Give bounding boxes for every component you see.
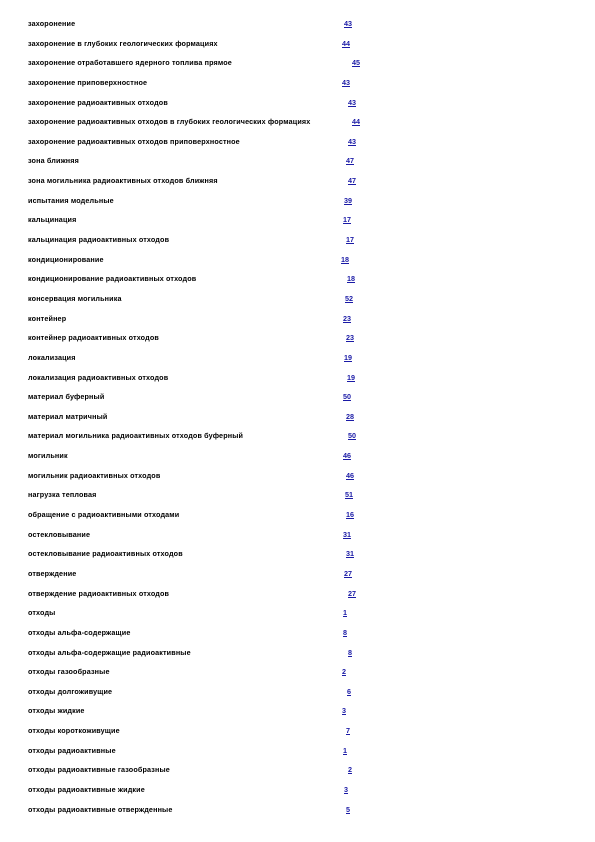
index-entry	[28, 607, 568, 627]
index-entry	[28, 195, 568, 215]
index-entry	[28, 489, 568, 509]
page-number-link[interactable]: 16	[346, 510, 354, 520]
index-entry	[28, 234, 568, 254]
index-term: отходы жидкие	[28, 706, 85, 716]
index-entry	[28, 313, 568, 333]
index-term: обращение с радиоактивными отходами	[28, 510, 180, 520]
index-entry	[28, 254, 568, 274]
index-entry	[28, 411, 568, 431]
index-term: локализация радиоактивных отходов	[28, 372, 169, 382]
index-term: остекловывание	[28, 529, 91, 539]
index-term: отходы радиоактивные жидкие	[28, 784, 145, 794]
page-number-link[interactable]: 8	[348, 647, 352, 657]
index-entry	[28, 57, 568, 77]
index-term: материал могильника радиоактивных отходов буферный	[28, 431, 244, 441]
index-entry	[28, 332, 568, 352]
index-entry	[28, 155, 568, 175]
index-entry	[28, 450, 568, 470]
index-term: остекловывание радиоактивных отходов	[28, 549, 183, 559]
index-term: отходы	[28, 608, 56, 618]
index-term: локализация	[28, 352, 76, 362]
page-number-link[interactable]: 28	[346, 411, 354, 421]
index-entry	[28, 686, 568, 706]
page-number-link[interactable]: 2	[342, 667, 346, 677]
index-entry	[28, 745, 568, 765]
index-term: захоронение радиоактивных отходов	[28, 97, 168, 107]
index-term: нагрузка тепловая	[28, 490, 97, 500]
index-entry	[28, 430, 568, 450]
page-number-link[interactable]: 17	[346, 235, 354, 245]
index-entry	[28, 784, 568, 804]
page-number-link[interactable]: 17	[343, 215, 351, 225]
index-entry	[28, 764, 568, 784]
index-term: отходы альфа-содержащие радиоактивные	[28, 647, 191, 657]
term-index-list	[28, 18, 568, 823]
page-number-link[interactable]: 23	[346, 333, 354, 343]
index-term: отходы радиоактивные	[28, 745, 116, 755]
index-entry	[28, 666, 568, 686]
index-term: захоронение радиоактивных отходов приповерхностное	[28, 136, 240, 146]
index-entry	[28, 529, 568, 549]
page-number-link[interactable]: 43	[344, 19, 352, 28]
index-term: захоронение радиоактивных отходов в глубоких геологических формациях	[28, 117, 311, 127]
index-term: могильник радиоактивных отходов	[28, 470, 161, 480]
index-term: кондиционирование	[28, 254, 104, 264]
page-number-link[interactable]: 27	[348, 588, 356, 598]
index-term: могильник	[28, 451, 68, 461]
index-term: консервация могильника	[28, 293, 122, 303]
page-number-link[interactable]: 3	[344, 784, 348, 794]
page-number-link[interactable]: 31	[346, 549, 354, 559]
index-term: испытания модельные	[28, 195, 114, 205]
index-entry	[28, 77, 568, 97]
page-number-link[interactable]: 44	[352, 117, 360, 127]
index-entry	[28, 175, 568, 195]
index-entry	[28, 548, 568, 568]
index-entry	[28, 568, 568, 588]
index-term: захоронение приповерхностное	[28, 77, 148, 87]
page-number-link[interactable]: 46	[343, 451, 351, 461]
index-term: отходы радиоактивные газообразные	[28, 765, 170, 775]
index-term: отходы альфа-содержащие	[28, 627, 131, 637]
index-entry	[28, 647, 568, 667]
index-entry	[28, 116, 568, 136]
page-number-link[interactable]: 31	[343, 529, 351, 539]
index-entry	[28, 705, 568, 725]
index-term: захоронение в глубоких геологических формациях	[28, 38, 218, 48]
index-entry	[28, 804, 568, 824]
page-number-link[interactable]: 18	[347, 274, 355, 284]
page-number-link[interactable]: 5	[346, 804, 350, 814]
index-term: материал буферный	[28, 392, 105, 402]
page-number-link[interactable]: 19	[344, 352, 352, 362]
index-term: кальцинация	[28, 215, 77, 225]
index-entry	[28, 352, 568, 372]
index-term: отходы газообразные	[28, 667, 110, 677]
index-term: контейнер	[28, 313, 67, 323]
index-term: зона ближняя	[28, 156, 79, 166]
page-number-link[interactable]: 47	[346, 156, 354, 166]
page-number-link[interactable]: 27	[344, 568, 352, 578]
page-number-link[interactable]: 50	[348, 431, 356, 441]
page-number-link[interactable]: 47	[348, 176, 356, 186]
page-number-link[interactable]: 18	[341, 254, 349, 264]
page-number-link[interactable]: 52	[345, 293, 353, 303]
index-term: кальцинация радиоактивных отходов	[28, 235, 170, 245]
index-entry	[28, 627, 568, 647]
page-number-link[interactable]: 43	[348, 97, 356, 107]
page-number-link[interactable]: 19	[347, 372, 355, 382]
page-number-link[interactable]: 50	[343, 392, 351, 402]
index-entry	[28, 509, 568, 529]
index-entry	[28, 470, 568, 490]
page-number-link[interactable]: 1	[343, 745, 347, 755]
index-entry	[28, 391, 568, 411]
index-entry	[28, 372, 568, 392]
page-number-link[interactable]: 2	[348, 765, 352, 775]
index-term: отходы короткоживущие	[28, 726, 120, 736]
page-number-link[interactable]: 7	[346, 726, 350, 736]
page-number-link[interactable]: 39	[344, 195, 352, 205]
index-term: зона могильника радиоактивных отходов ближняя	[28, 176, 218, 186]
page-number-link[interactable]: 1	[343, 608, 347, 618]
page-number-link[interactable]: 23	[343, 313, 351, 323]
index-term: отходы долгоживущие	[28, 686, 113, 696]
index-entry	[28, 725, 568, 745]
index-term: кондиционирование радиоактивных отходов	[28, 274, 197, 284]
index-term: отходы радиоактивные отвержденные	[28, 804, 173, 814]
index-entry	[28, 214, 568, 234]
page-number-link[interactable]: 6	[347, 686, 351, 696]
index-entry	[28, 273, 568, 293]
page-number-link[interactable]: 46	[346, 470, 354, 480]
index-term: отверждение	[28, 568, 77, 578]
page-number-link[interactable]: 43	[342, 77, 350, 87]
index-entry	[28, 38, 568, 58]
index-term: захоронение	[28, 19, 76, 28]
page-number-link[interactable]: 8	[343, 627, 347, 637]
index-entry	[28, 136, 568, 156]
index-term: захоронение отработавшего ядерного топлива прямое	[28, 58, 232, 68]
index-term: материал матричный	[28, 411, 108, 421]
page-number-link[interactable]: 44	[342, 38, 350, 48]
index-term: отверждение радиоактивных отходов	[28, 588, 170, 598]
page-number-link[interactable]: 45	[352, 58, 360, 68]
index-entry	[28, 588, 568, 608]
page-number-link[interactable]: 51	[345, 490, 353, 500]
index-entry	[28, 97, 568, 117]
index-entry	[28, 18, 568, 38]
index-entry	[28, 293, 568, 313]
page-number-link[interactable]: 43	[348, 136, 356, 146]
index-term: контейнер радиоактивных отходов	[28, 333, 159, 343]
page-number-link[interactable]: 3	[342, 706, 346, 716]
